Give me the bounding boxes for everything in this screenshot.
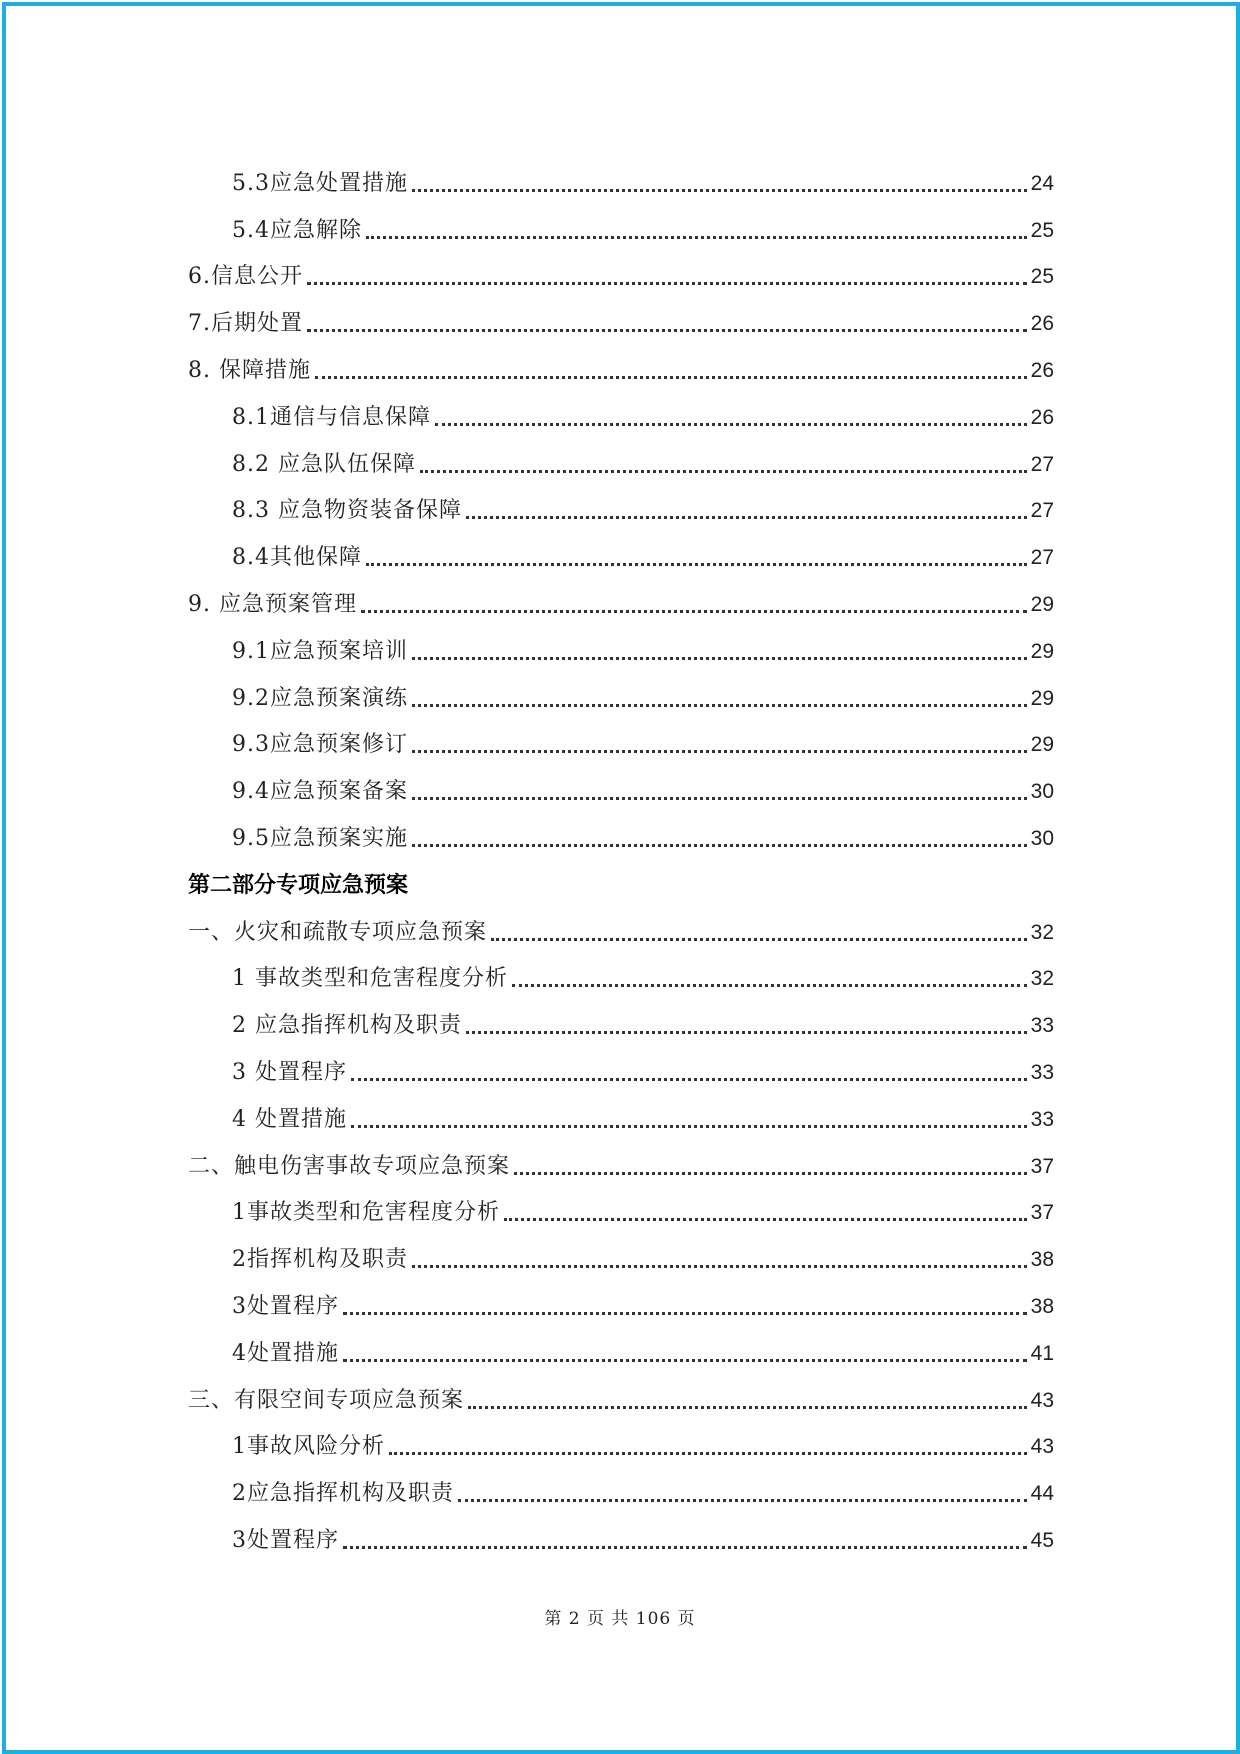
toc-entry[interactable]: [188, 253, 1054, 300]
toc-dot-leader: [315, 375, 1027, 379]
toc-entry[interactable]: [188, 1001, 1054, 1048]
toc-entry-label: 第二部分专项应急预案: [188, 872, 409, 898]
toc-entry-label: 1 事故类型和危害程度分析: [232, 966, 508, 992]
toc-dot-leader: [343, 1358, 1027, 1362]
toc-entry-label: 4处置措施: [232, 1340, 339, 1366]
toc-entry-label: 9.2应急预案演练: [232, 685, 408, 711]
toc-page-number: 44: [1030, 1482, 1054, 1506]
toc-entry[interactable]: [188, 1235, 1054, 1282]
toc-entry[interactable]: [188, 674, 1054, 721]
page-footer: 第 2 页 共 106 页: [544, 1609, 696, 1629]
toc-page-number: 33: [1030, 1060, 1054, 1084]
toc-section-heading: [188, 861, 1054, 908]
toc-entry-label: 8.3 应急物资装备保障: [232, 498, 462, 524]
toc-page-number: 27: [1030, 452, 1054, 476]
toc-dot-leader: [420, 469, 1027, 473]
toc-page-number: 24: [1030, 171, 1054, 195]
toc-entry[interactable]: [188, 767, 1054, 814]
toc-entry-label: 4 处置措施: [232, 1106, 347, 1132]
toc-page-number: 27: [1030, 499, 1054, 523]
toc-dot-leader: [412, 1264, 1027, 1268]
toc-entry[interactable]: [188, 299, 1054, 346]
toc-entry-label: 1事故风险分析: [232, 1434, 385, 1460]
toc-entry-label: 8.4其他保障: [232, 545, 362, 571]
toc-dot-leader: [458, 1498, 1027, 1502]
toc-entry[interactable]: [188, 1189, 1054, 1236]
toc-entry-label: 9.3应急预案修订: [232, 732, 408, 758]
toc-entry[interactable]: [188, 159, 1054, 206]
toc-entry[interactable]: [188, 1142, 1054, 1189]
toc-page-number: 37: [1030, 1154, 1054, 1178]
toc-page-number: 43: [1030, 1388, 1054, 1412]
toc-dot-leader: [351, 1124, 1027, 1128]
toc-page-number: 26: [1030, 358, 1054, 382]
toc-page-number: 32: [1030, 967, 1054, 991]
toc-page-number: 33: [1030, 1107, 1054, 1131]
toc-entry-label: 8. 保障措施: [188, 357, 311, 383]
toc-entry[interactable]: [188, 908, 1054, 955]
toc-entry-label: 8.1通信与信息保障: [232, 404, 431, 430]
toc-entry[interactable]: [188, 1423, 1054, 1470]
toc-entry[interactable]: [188, 627, 1054, 674]
toc-entry-label: 1事故类型和危害程度分析: [232, 1200, 500, 1226]
toc-entry-label: 2指挥机构及职责: [232, 1247, 408, 1273]
toc-entry[interactable]: [188, 206, 1054, 253]
toc-page-number: 25: [1030, 218, 1054, 242]
toc-page-number: 26: [1030, 312, 1054, 336]
toc-entry[interactable]: [188, 580, 1054, 627]
toc-entry-label: 6.信息公开: [188, 264, 303, 290]
toc-dot-leader: [504, 1217, 1027, 1221]
toc-page-number: 29: [1030, 639, 1054, 663]
toc-dot-leader: [366, 235, 1027, 239]
toc-page-number: 43: [1030, 1435, 1054, 1459]
toc-entry-label: 3处置程序: [232, 1293, 339, 1319]
toc-dot-leader: [466, 515, 1027, 519]
toc-page-number: 32: [1030, 920, 1054, 944]
toc-entry-label: 9.5应急预案实施: [232, 825, 408, 851]
toc-entry[interactable]: [188, 440, 1054, 487]
toc-page-number: 29: [1030, 733, 1054, 757]
toc-entry-label: 9.4应急预案备案: [232, 779, 408, 805]
toc-page-number: 33: [1030, 1014, 1054, 1038]
toc-dot-leader: [351, 1077, 1027, 1081]
toc-dot-leader: [412, 703, 1027, 707]
toc-entry-label: 2 应急指挥机构及职责: [232, 1013, 462, 1039]
toc-dot-leader: [389, 1451, 1027, 1455]
toc-entry[interactable]: [188, 393, 1054, 440]
toc-page-number: 27: [1030, 546, 1054, 570]
table-of-contents: [188, 159, 1054, 1563]
toc-page-number: 38: [1030, 1294, 1054, 1318]
toc-dot-leader: [491, 937, 1027, 941]
toc-entry-label: 二、触电伤害事故专项应急预案: [188, 1153, 511, 1179]
toc-page-number: 41: [1030, 1341, 1054, 1365]
toc-dot-leader: [512, 983, 1027, 987]
toc-dot-leader: [307, 328, 1027, 332]
toc-entry[interactable]: [188, 1095, 1054, 1142]
toc-entry-label: 3 处置程序: [232, 1059, 347, 1085]
toc-entry[interactable]: [188, 1376, 1054, 1423]
toc-dot-leader: [514, 1171, 1027, 1175]
toc-entry[interactable]: [188, 1048, 1054, 1095]
toc-dot-leader: [435, 422, 1027, 426]
toc-dot-leader: [343, 1311, 1027, 1315]
toc-page-number: 26: [1030, 405, 1054, 429]
toc-entry-label: 9. 应急预案管理: [188, 591, 357, 617]
toc-entry[interactable]: [188, 346, 1054, 393]
toc-entry-label: 8.2 应急队伍保障: [232, 451, 416, 477]
toc-page-number: 30: [1030, 780, 1054, 804]
toc-page-number: 29: [1030, 686, 1054, 710]
toc-entry-label: 3处置程序: [232, 1527, 339, 1553]
toc-dot-leader: [361, 609, 1027, 613]
toc-dot-leader: [412, 188, 1027, 192]
toc-entry[interactable]: [188, 814, 1054, 861]
toc-entry[interactable]: [188, 487, 1054, 534]
toc-dot-leader: [307, 281, 1027, 285]
toc-dot-leader: [466, 1030, 1027, 1034]
toc-dot-leader: [412, 796, 1027, 800]
toc-entry-label: 三、有限空间专项应急预案: [188, 1387, 465, 1413]
toc-entry[interactable]: [188, 1329, 1054, 1376]
toc-dot-leader: [412, 749, 1027, 753]
toc-entry-label: 一、火灾和疏散专项应急预案: [188, 919, 488, 945]
toc-entry-label: 9.1应急预案培训: [232, 638, 408, 664]
toc-page-number: 45: [1030, 1528, 1054, 1552]
toc-dot-leader: [412, 656, 1027, 660]
toc-page-number: 29: [1030, 592, 1054, 616]
toc-page-number: 37: [1030, 1201, 1054, 1225]
toc-page-number: 25: [1030, 265, 1054, 289]
toc-dot-leader: [343, 1545, 1027, 1549]
toc-entry-label: 7.后期处置: [188, 311, 303, 337]
toc-page-number: 30: [1030, 826, 1054, 850]
toc-entry[interactable]: [188, 533, 1054, 580]
toc-entry[interactable]: [188, 721, 1054, 768]
toc-page-number: 38: [1030, 1248, 1054, 1272]
toc-entry-label: 5.3应急处置措施: [232, 170, 408, 196]
toc-entry[interactable]: [188, 1516, 1054, 1563]
toc-entry[interactable]: [188, 1469, 1054, 1516]
toc-dot-leader: [366, 562, 1027, 566]
toc-dot-leader: [412, 843, 1027, 847]
toc-entry[interactable]: [188, 955, 1054, 1002]
toc-entry[interactable]: [188, 1282, 1054, 1329]
toc-entry-label: 5.4应急解除: [232, 217, 362, 243]
toc-entry-label: 2应急指挥机构及职责: [232, 1481, 454, 1507]
toc-dot-leader: [468, 1405, 1027, 1409]
